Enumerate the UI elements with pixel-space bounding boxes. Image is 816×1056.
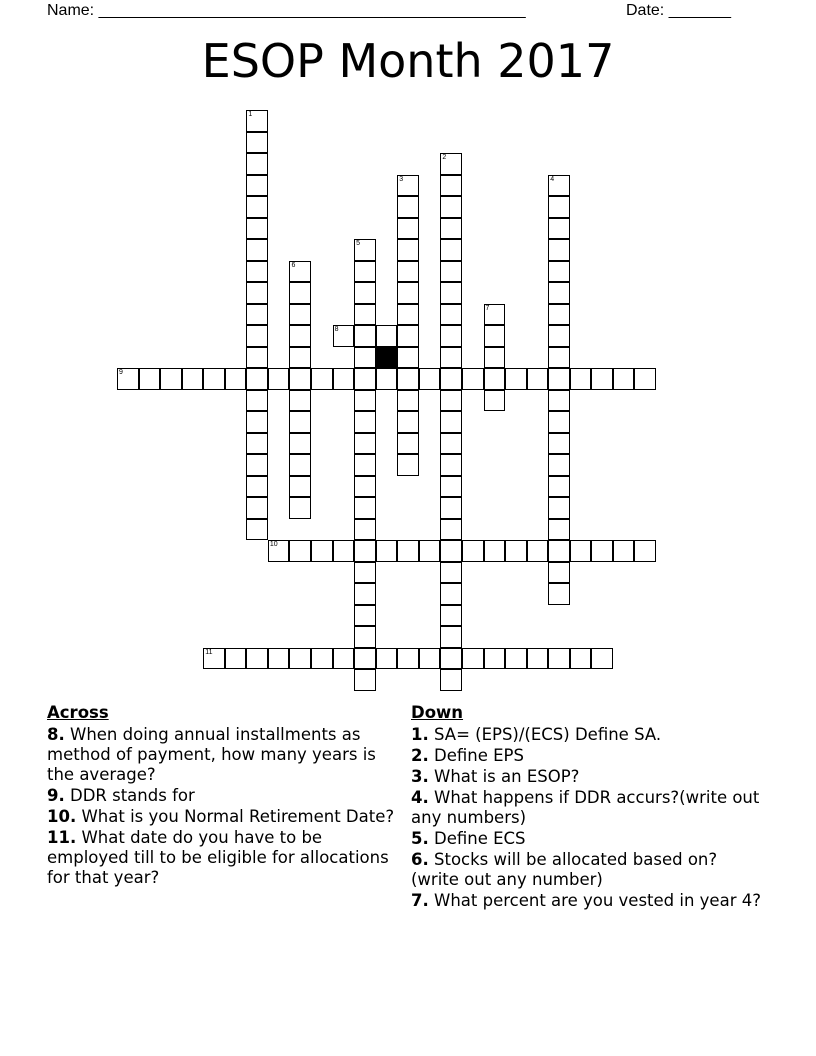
grid-cell[interactable] — [634, 540, 656, 562]
grid-cell[interactable] — [354, 368, 376, 390]
grid-cell[interactable] — [268, 540, 290, 562]
grid-cell[interactable] — [354, 583, 376, 605]
grid-cell[interactable] — [397, 390, 419, 412]
clue-number: 6 — [291, 261, 296, 269]
grid-cell[interactable] — [289, 433, 311, 455]
clue-number: 8 — [334, 326, 339, 333]
grid-cell[interactable] — [246, 196, 268, 218]
grid-cell[interactable] — [440, 196, 462, 218]
grid-cell[interactable] — [289, 476, 311, 498]
clue-number: 4 — [550, 175, 555, 183]
grid-cell[interactable] — [397, 454, 419, 476]
grid-cell[interactable] — [397, 325, 419, 347]
grid-cell[interactable] — [354, 390, 376, 412]
across-clue — [47, 725, 397, 785]
grid-cell[interactable] — [548, 648, 570, 670]
grid-cell[interactable] — [311, 540, 333, 562]
grid-cell[interactable] — [440, 519, 462, 541]
grid-cell[interactable] — [397, 433, 419, 455]
grid-cell[interactable] — [354, 433, 376, 455]
grid-cell[interactable] — [354, 540, 376, 562]
grid-cell[interactable] — [246, 132, 268, 154]
name-field: Name: ________________________________________________ — [47, 2, 526, 19]
grid-cell[interactable] — [591, 368, 613, 390]
grid-cell[interactable] — [246, 261, 268, 283]
clue-text: What date do you have to be employed till to be eligible for allocations for that year? — [47, 828, 389, 887]
grid-cell[interactable] — [484, 368, 506, 390]
grid-cell[interactable] — [354, 476, 376, 498]
grid-cell[interactable] — [182, 368, 204, 390]
clue-text: Define ECS — [434, 829, 526, 848]
grid-cell[interactable] — [440, 433, 462, 455]
grid-cell[interactable] — [246, 218, 268, 240]
grid-cell[interactable] — [548, 540, 570, 562]
grid-cell[interactable] — [484, 648, 506, 670]
grid-cell[interactable] — [548, 368, 570, 390]
grid-cell[interactable] — [354, 605, 376, 627]
clue-text: DDR stands for — [70, 786, 195, 805]
grid-cell[interactable] — [225, 648, 247, 670]
clue-number: 5 — [356, 240, 361, 247]
grid-cell[interactable] — [484, 540, 506, 562]
black-cell — [376, 347, 398, 369]
grid-cell[interactable] — [246, 648, 268, 670]
grid-cell[interactable] — [246, 347, 268, 369]
grid-cell[interactable] — [354, 454, 376, 476]
grid-cell[interactable] — [289, 368, 311, 390]
grid-cell[interactable] — [354, 669, 376, 691]
grid-cell[interactable] — [440, 411, 462, 433]
clue-text: SA= (EPS)/(ECS) Define SA. — [434, 725, 662, 744]
grid-cell[interactable] — [440, 239, 462, 261]
down-clue — [411, 788, 761, 828]
grid-cell[interactable] — [440, 583, 462, 605]
grid-cell[interactable] — [548, 282, 570, 304]
down-clues — [411, 703, 761, 912]
across-clue — [47, 807, 397, 827]
grid-cell[interactable] — [311, 648, 333, 670]
grid-cell[interactable] — [440, 218, 462, 240]
grid-cell[interactable] — [289, 540, 311, 562]
grid-cell[interactable] — [591, 540, 613, 562]
grid-cell[interactable] — [440, 153, 462, 175]
grid-cell[interactable] — [268, 648, 290, 670]
grid-cell[interactable] — [354, 304, 376, 326]
grid-cell[interactable] — [527, 368, 549, 390]
grid-cell[interactable] — [440, 454, 462, 476]
date-field: Date: _______ — [626, 2, 731, 19]
grid-cell[interactable] — [419, 540, 441, 562]
grid-cell[interactable] — [548, 390, 570, 412]
clue-num: 10. — [47, 807, 77, 826]
grid-cell[interactable] — [397, 261, 419, 283]
grid-cell[interactable] — [139, 368, 161, 390]
grid-cell[interactable] — [440, 626, 462, 648]
grid-cell[interactable] — [505, 648, 527, 670]
grid-cell[interactable] — [246, 368, 268, 390]
grid-cell[interactable] — [613, 540, 635, 562]
grid-cell[interactable] — [570, 648, 592, 670]
grid-cell[interactable] — [246, 454, 268, 476]
clue-text: What is an ESOP? — [434, 767, 580, 786]
clue-num: 11. — [47, 828, 77, 847]
grid-cell[interactable] — [440, 175, 462, 197]
grid-cell[interactable] — [440, 282, 462, 304]
grid-cell[interactable] — [505, 540, 527, 562]
across-clues — [47, 703, 397, 889]
grid-cell[interactable] — [548, 433, 570, 455]
grid-cell[interactable] — [376, 368, 398, 390]
grid-cell[interactable] — [440, 325, 462, 347]
clue-num: 4. — [411, 788, 429, 807]
down-clue — [411, 891, 761, 911]
grid-cell[interactable] — [440, 669, 462, 691]
grid-cell[interactable] — [354, 626, 376, 648]
grid-cell[interactable] — [246, 519, 268, 541]
grid-cell[interactable] — [246, 110, 268, 132]
grid-cell[interactable] — [397, 175, 419, 197]
grid-cell[interactable] — [203, 648, 225, 670]
grid-cell[interactable] — [548, 175, 570, 197]
grid-cell[interactable] — [397, 218, 419, 240]
grid-cell[interactable] — [570, 368, 592, 390]
grid-cell[interactable] — [354, 282, 376, 304]
grid-cell[interactable] — [246, 411, 268, 433]
grid-cell[interactable] — [246, 175, 268, 197]
grid-cell[interactable] — [548, 261, 570, 283]
grid-cell[interactable] — [419, 648, 441, 670]
grid-cell[interactable] — [246, 239, 268, 261]
down-clue — [411, 829, 761, 849]
grid-cell[interactable] — [289, 261, 311, 283]
down-clue — [411, 746, 761, 766]
down-heading: Down — [411, 703, 464, 722]
grid-cell[interactable] — [397, 411, 419, 433]
grid-cell[interactable] — [333, 325, 355, 347]
clue-num: 8. — [47, 725, 65, 744]
grid-cell[interactable] — [354, 411, 376, 433]
grid-cell[interactable] — [246, 153, 268, 175]
grid-cell[interactable] — [484, 325, 506, 347]
clue-num: 3. — [411, 767, 429, 786]
grid-cell[interactable] — [160, 368, 182, 390]
grid-cell[interactable] — [354, 239, 376, 261]
grid-cell[interactable] — [354, 261, 376, 283]
down-clue — [411, 767, 761, 787]
grid-cell[interactable] — [440, 648, 462, 670]
grid-cell[interactable] — [289, 390, 311, 412]
clue-number: 1 — [248, 111, 253, 118]
grid-cell[interactable] — [505, 368, 527, 390]
across-clue — [47, 786, 397, 806]
grid-cell[interactable] — [484, 390, 506, 412]
grid-cell[interactable] — [548, 519, 570, 541]
grid-cell[interactable] — [462, 368, 484, 390]
clue-number: 2 — [442, 154, 447, 161]
grid-cell[interactable] — [397, 648, 419, 670]
grid-cell[interactable] — [354, 497, 376, 519]
grid-cell[interactable] — [289, 454, 311, 476]
down-clue — [411, 850, 761, 890]
grid-cell[interactable] — [548, 218, 570, 240]
grid-cell[interactable] — [333, 368, 355, 390]
clue-number: 9 — [119, 369, 123, 376]
clue-num: 5. — [411, 829, 429, 848]
grid-cell[interactable] — [548, 239, 570, 261]
clue-text: What percent are you vested in year 4? — [434, 891, 761, 910]
clue-text: When doing annual installments as method of payment, how many years is the average? — [47, 725, 376, 784]
grid-cell[interactable] — [440, 540, 462, 562]
page-title: ESOP Month 2017 — [201, 34, 615, 88]
grid-cell[interactable] — [333, 648, 355, 670]
grid-cell[interactable] — [376, 540, 398, 562]
grid-cell[interactable] — [117, 368, 139, 390]
grid-cell[interactable] — [289, 325, 311, 347]
grid-cell[interactable] — [289, 648, 311, 670]
grid-cell[interactable] — [527, 648, 549, 670]
grid-cell[interactable] — [527, 540, 549, 562]
grid-cell[interactable] — [462, 648, 484, 670]
grid-cell[interactable] — [397, 540, 419, 562]
grid-cell[interactable] — [440, 304, 462, 326]
clue-num: 7. — [411, 891, 429, 910]
grid-cell[interactable] — [634, 368, 656, 390]
across-heading: Across — [47, 703, 109, 722]
grid-cell[interactable] — [440, 476, 462, 498]
clue-num: 9. — [47, 786, 65, 805]
grid-cell[interactable] — [548, 411, 570, 433]
grid-cell[interactable] — [246, 476, 268, 498]
clue-num: 6. — [411, 850, 429, 869]
clue-number: 7 — [485, 304, 490, 312]
clue-text: Define EPS — [434, 746, 524, 765]
grid-cell[interactable] — [376, 325, 398, 347]
grid-cell[interactable] — [289, 304, 311, 326]
clue-number: 3 — [399, 175, 404, 183]
grid-cell[interactable] — [548, 497, 570, 519]
grid-cell[interactable] — [376, 648, 398, 670]
grid-cell[interactable] — [354, 562, 376, 584]
grid-cell[interactable] — [548, 454, 570, 476]
grid-cell[interactable] — [246, 325, 268, 347]
grid-cell[interactable] — [419, 368, 441, 390]
grid-cell[interactable] — [246, 282, 268, 304]
grid-cell[interactable] — [203, 368, 225, 390]
grid-cell[interactable] — [289, 347, 311, 369]
grid-cell[interactable] — [548, 476, 570, 498]
grid-cell[interactable] — [440, 497, 462, 519]
grid-cell[interactable] — [548, 196, 570, 218]
grid-cell[interactable] — [289, 282, 311, 304]
grid-cell[interactable] — [397, 196, 419, 218]
grid-cell[interactable] — [397, 282, 419, 304]
grid-cell[interactable] — [570, 540, 592, 562]
grid-cell[interactable] — [440, 605, 462, 627]
grid-cell[interactable] — [440, 368, 462, 390]
grid-cell[interactable] — [289, 411, 311, 433]
grid-cell[interactable] — [548, 583, 570, 605]
grid-cell[interactable] — [591, 648, 613, 670]
grid-cell[interactable] — [440, 347, 462, 369]
grid-cell[interactable] — [354, 325, 376, 347]
grid-cell[interactable] — [484, 304, 506, 326]
grid-cell[interactable] — [548, 325, 570, 347]
clue-num: 2. — [411, 746, 429, 765]
grid-cell[interactable] — [246, 390, 268, 412]
grid-cell[interactable] — [440, 261, 462, 283]
across-clue — [47, 828, 397, 888]
grid-cell[interactable] — [548, 562, 570, 584]
grid-cell[interactable] — [354, 519, 376, 541]
grid-cell[interactable] — [354, 347, 376, 369]
grid-cell[interactable] — [354, 648, 376, 670]
grid-cell[interactable] — [311, 368, 333, 390]
grid-cell[interactable] — [225, 368, 247, 390]
clue-number: 10 — [269, 541, 278, 548]
down-clue — [411, 725, 761, 745]
grid-cell[interactable] — [484, 347, 506, 369]
clue-num: 1. — [411, 725, 429, 744]
grid-cell[interactable] — [440, 390, 462, 412]
clue-text: Stocks will be allocated based on? (write out any number) — [411, 850, 718, 889]
grid-cell[interactable] — [613, 368, 635, 390]
grid-cell[interactable] — [462, 540, 484, 562]
grid-cell[interactable] — [397, 347, 419, 369]
grid-cell[interactable] — [397, 239, 419, 261]
clue-number: 11 — [205, 648, 213, 656]
grid-cell[interactable] — [289, 497, 311, 519]
grid-cell[interactable] — [268, 368, 290, 390]
grid-cell[interactable] — [548, 347, 570, 369]
grid-cell[interactable] — [246, 433, 268, 455]
grid-cell[interactable] — [397, 304, 419, 326]
grid-cell[interactable] — [397, 368, 419, 390]
grid-cell[interactable] — [548, 304, 570, 326]
grid-cell[interactable] — [246, 497, 268, 519]
grid-cell[interactable] — [246, 304, 268, 326]
clue-text: What happens if DDR accurs?(write out any numbers) — [411, 788, 760, 827]
grid-cell[interactable] — [333, 540, 355, 562]
clue-text: What is you Normal Retirement Date? — [81, 807, 395, 826]
grid-cell[interactable] — [440, 562, 462, 584]
